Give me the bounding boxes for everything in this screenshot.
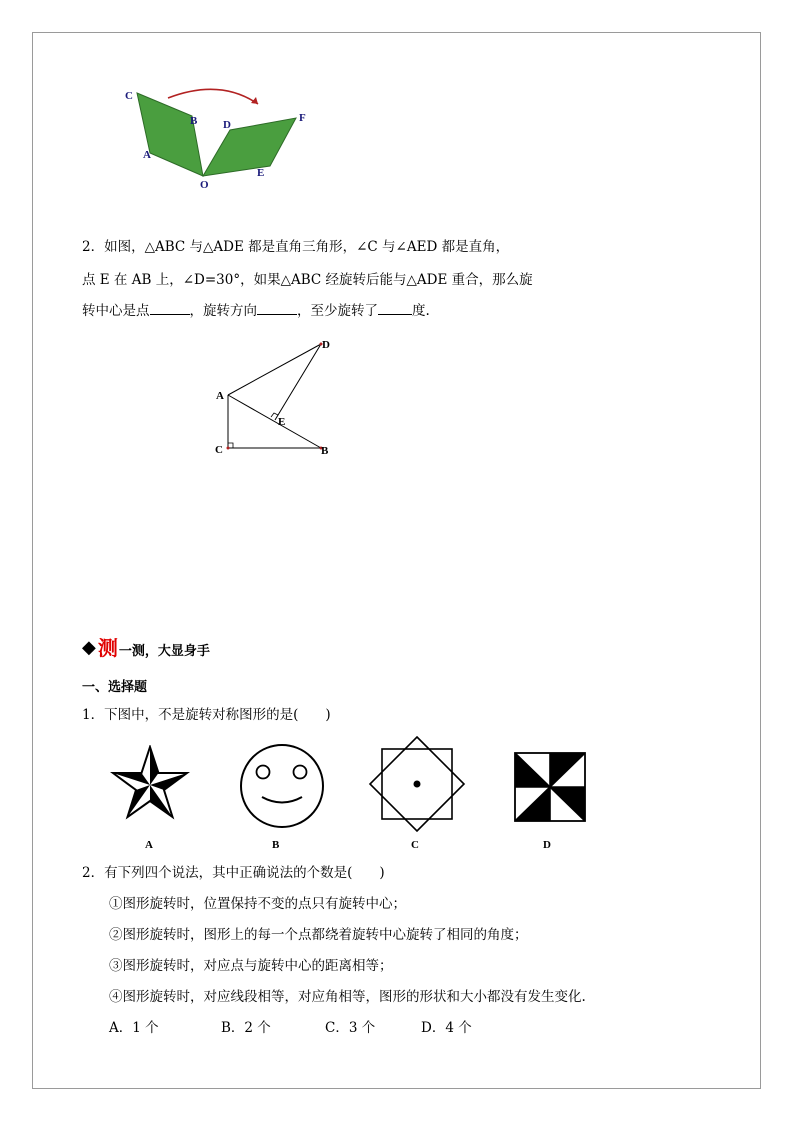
diamond-icon: ◆: [82, 637, 96, 658]
section-heading: [82, 637, 210, 659]
section-ce: 测: [97, 636, 118, 660]
q2-line1: 2．如图，△ABC 与△ADE 都是直角三角形，∠C 与∠AED 都是直角，: [82, 239, 510, 255]
blank-degree[interactable]: [378, 302, 412, 315]
mc2-choice-a[interactable]: A．1 个: [109, 1020, 159, 1036]
mc2-statement-4: ④图形旋转时，对应线段相等，对应角相等，图形的形状和大小都没有发生变化.: [109, 989, 586, 1005]
parallelogram-left: [137, 93, 203, 176]
q2-line3-c: ，至少旋转了: [297, 303, 378, 319]
option-c-squares-figure: [368, 736, 468, 832]
option-d-label: D: [543, 839, 551, 851]
mc2-statement-2: ②图形旋转时，图形上的每一个点都绕着旋转中心旋转了相同的角度；: [109, 927, 528, 943]
rotation-arrow: [168, 89, 258, 104]
option-b-label: B: [272, 839, 280, 851]
label-B2: B: [321, 445, 329, 457]
label-E: E: [257, 167, 265, 179]
label-O: O: [200, 179, 209, 191]
blank-center[interactable]: [150, 302, 190, 315]
label-B: B: [190, 115, 198, 127]
label-A: A: [143, 149, 151, 161]
label-A2: A: [216, 390, 224, 402]
label-C2: C: [215, 444, 223, 456]
option-d-pinwheel-figure: [512, 750, 588, 824]
label-F: F: [299, 112, 306, 124]
mc2-stem: 2．有下列四个说法，其中正确说法的个数是( ): [82, 865, 385, 881]
label-C: C: [125, 90, 133, 102]
blank-direction[interactable]: [257, 302, 297, 315]
mc2-statement-3: ③图形旋转时，对应点与旋转中心的距离相等；: [109, 958, 393, 974]
right-triangles-figure: [208, 335, 338, 463]
rotation-figure-parallelograms: [110, 80, 330, 195]
q2-line3-a: 转中心是点: [82, 303, 150, 319]
label-D2: D: [322, 339, 330, 351]
section-subtitle: 一、选择题: [82, 680, 148, 695]
option-a-star-figure: [110, 745, 190, 823]
label-E2: E: [278, 416, 286, 428]
mc2-choice-c[interactable]: C．3 个: [325, 1020, 376, 1036]
label-D: D: [223, 119, 231, 131]
mc2-statement-1: ①图形旋转时，位置保持不变的点只有旋转中心；: [109, 896, 406, 912]
parallelogram-right: [203, 118, 296, 176]
q2-line2: 点 E 在 AB 上，∠D=30°，如果△ABC 经旋转后能与△ADE 重合，那么旋: [82, 272, 533, 288]
mc1-stem: 1．下图中，不是旋转对称图形的是( ): [82, 707, 331, 723]
q2-line3-b: ，旋转方向: [189, 303, 257, 319]
option-b-smiley-figure: [238, 742, 328, 832]
mc2-choice-b[interactable]: B．2 个: [221, 1020, 271, 1036]
mc2-choice-d[interactable]: D．4 个: [421, 1020, 472, 1036]
option-a-label: A: [145, 839, 153, 851]
q2-line3-d: 度.: [412, 303, 430, 319]
q2-line3: [82, 302, 430, 320]
section-title: 一测，大显身手: [118, 644, 210, 659]
option-c-label: C: [411, 839, 419, 851]
